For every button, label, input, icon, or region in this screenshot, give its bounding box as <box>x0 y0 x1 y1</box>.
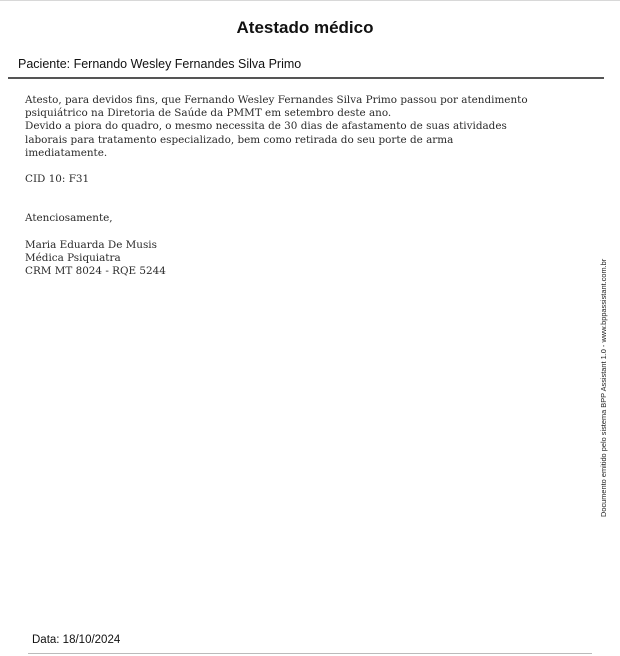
issue-date: Data: 18/10/2024 <box>32 634 121 646</box>
signer-registry: CRM MT 8024 - RQE 5244 <box>25 265 166 278</box>
body-line: Atesto, para devidos fins, que Fernando Wesley Fernandes Silva Primo passou por atendimento <box>25 94 528 106</box>
document-title: Atestado médico <box>236 18 374 37</box>
bottom-divider <box>28 653 592 654</box>
certificate-body <box>25 94 590 278</box>
body-line: psiquiátrico na Diretoria de Saúde da PMMT em setembro deste ano. <box>25 107 392 120</box>
signer-role: Médica Psiquiatra <box>25 251 121 264</box>
closing-text: Atenciosamente, <box>25 212 113 225</box>
system-footnote: Documento emitido pelo sistema BPP Assistant 1.0 - www.bppassistant.com.br <box>599 258 608 517</box>
body-line: Devido a piora do quadro, o mesmo necessita de 30 dias de afastamento de suas atividades <box>25 120 507 133</box>
signer-name: Maria Eduarda De Musis <box>25 238 157 251</box>
patient-line: Paciente: Fernando Wesley Fernandes Silva Primo <box>18 57 302 71</box>
patient-divider <box>8 77 604 79</box>
cid-code: CID 10: F31 <box>25 173 90 186</box>
top-divider <box>0 0 620 1</box>
body-line: imediatamente. <box>25 146 108 159</box>
body-line: laborais para tratamento especializado, bem como retirada do seu porte de arma <box>25 133 454 146</box>
